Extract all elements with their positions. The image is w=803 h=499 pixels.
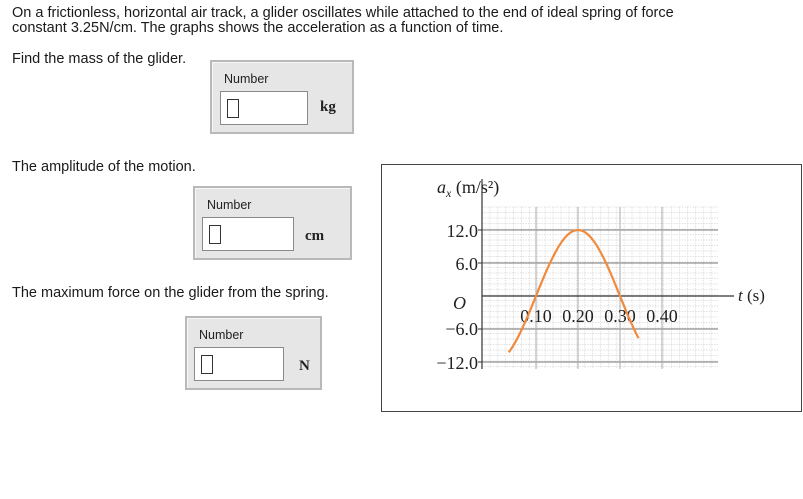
acceleration-graph-panel [381, 164, 802, 412]
x-axis-title: t (s) [738, 286, 765, 305]
x-tick-label: 0.30 [604, 306, 636, 326]
y-tick-label: −6.0 [445, 319, 478, 339]
acceleration-time-graph [382, 165, 801, 411]
answer-box-mass [210, 60, 354, 134]
x-tick-labels [520, 306, 678, 326]
answer-box-label: Number [224, 72, 269, 86]
input-cursor-icon [209, 225, 221, 244]
problem-statement-line-2: constant 3.25N/cm. The graphs shows the acceleration as a function of time. [12, 20, 504, 36]
y-tick-labels [436, 221, 482, 373]
y-tick-label: 12.0 [446, 221, 478, 241]
mass-input[interactable] [220, 91, 308, 125]
answer-box-label: Number [199, 328, 244, 342]
x-tick-label: 0.40 [646, 306, 678, 326]
amplitude-unit: cm [305, 228, 325, 244]
input-cursor-icon [201, 355, 213, 374]
answer-box-force [185, 316, 322, 390]
y-tick-label: O [453, 293, 466, 313]
force-unit: N [299, 358, 310, 374]
question-mass-prompt: Find the mass of the glider. [12, 51, 187, 67]
y-axis-title: $a_x$ (m/s²) [437, 177, 500, 200]
y-tick-label: −12.0 [436, 353, 478, 373]
question-force-prompt: The maximum force on the glider from the spring. [12, 285, 329, 301]
amplitude-input[interactable] [202, 217, 294, 251]
chart-axes [482, 179, 734, 369]
x-tick-label: 0.10 [520, 306, 552, 326]
chart-grid [482, 207, 718, 369]
x-tick-label: 0.20 [562, 306, 594, 326]
problem-statement-line-1: On a frictionless, horizontal air track, a glider oscillates while attached to the end of ideal spring of force [12, 5, 674, 21]
answer-box-amplitude [193, 186, 352, 260]
input-cursor-icon [227, 99, 239, 118]
force-input[interactable] [194, 347, 284, 381]
mass-unit: kg [320, 99, 336, 115]
question-amplitude-prompt: The amplitude of the motion. [12, 159, 196, 175]
answer-box-label: Number [207, 198, 252, 212]
y-tick-label: 6.0 [455, 254, 478, 274]
acceleration-curve [509, 230, 639, 352]
acceleration-sine-line [509, 230, 639, 352]
